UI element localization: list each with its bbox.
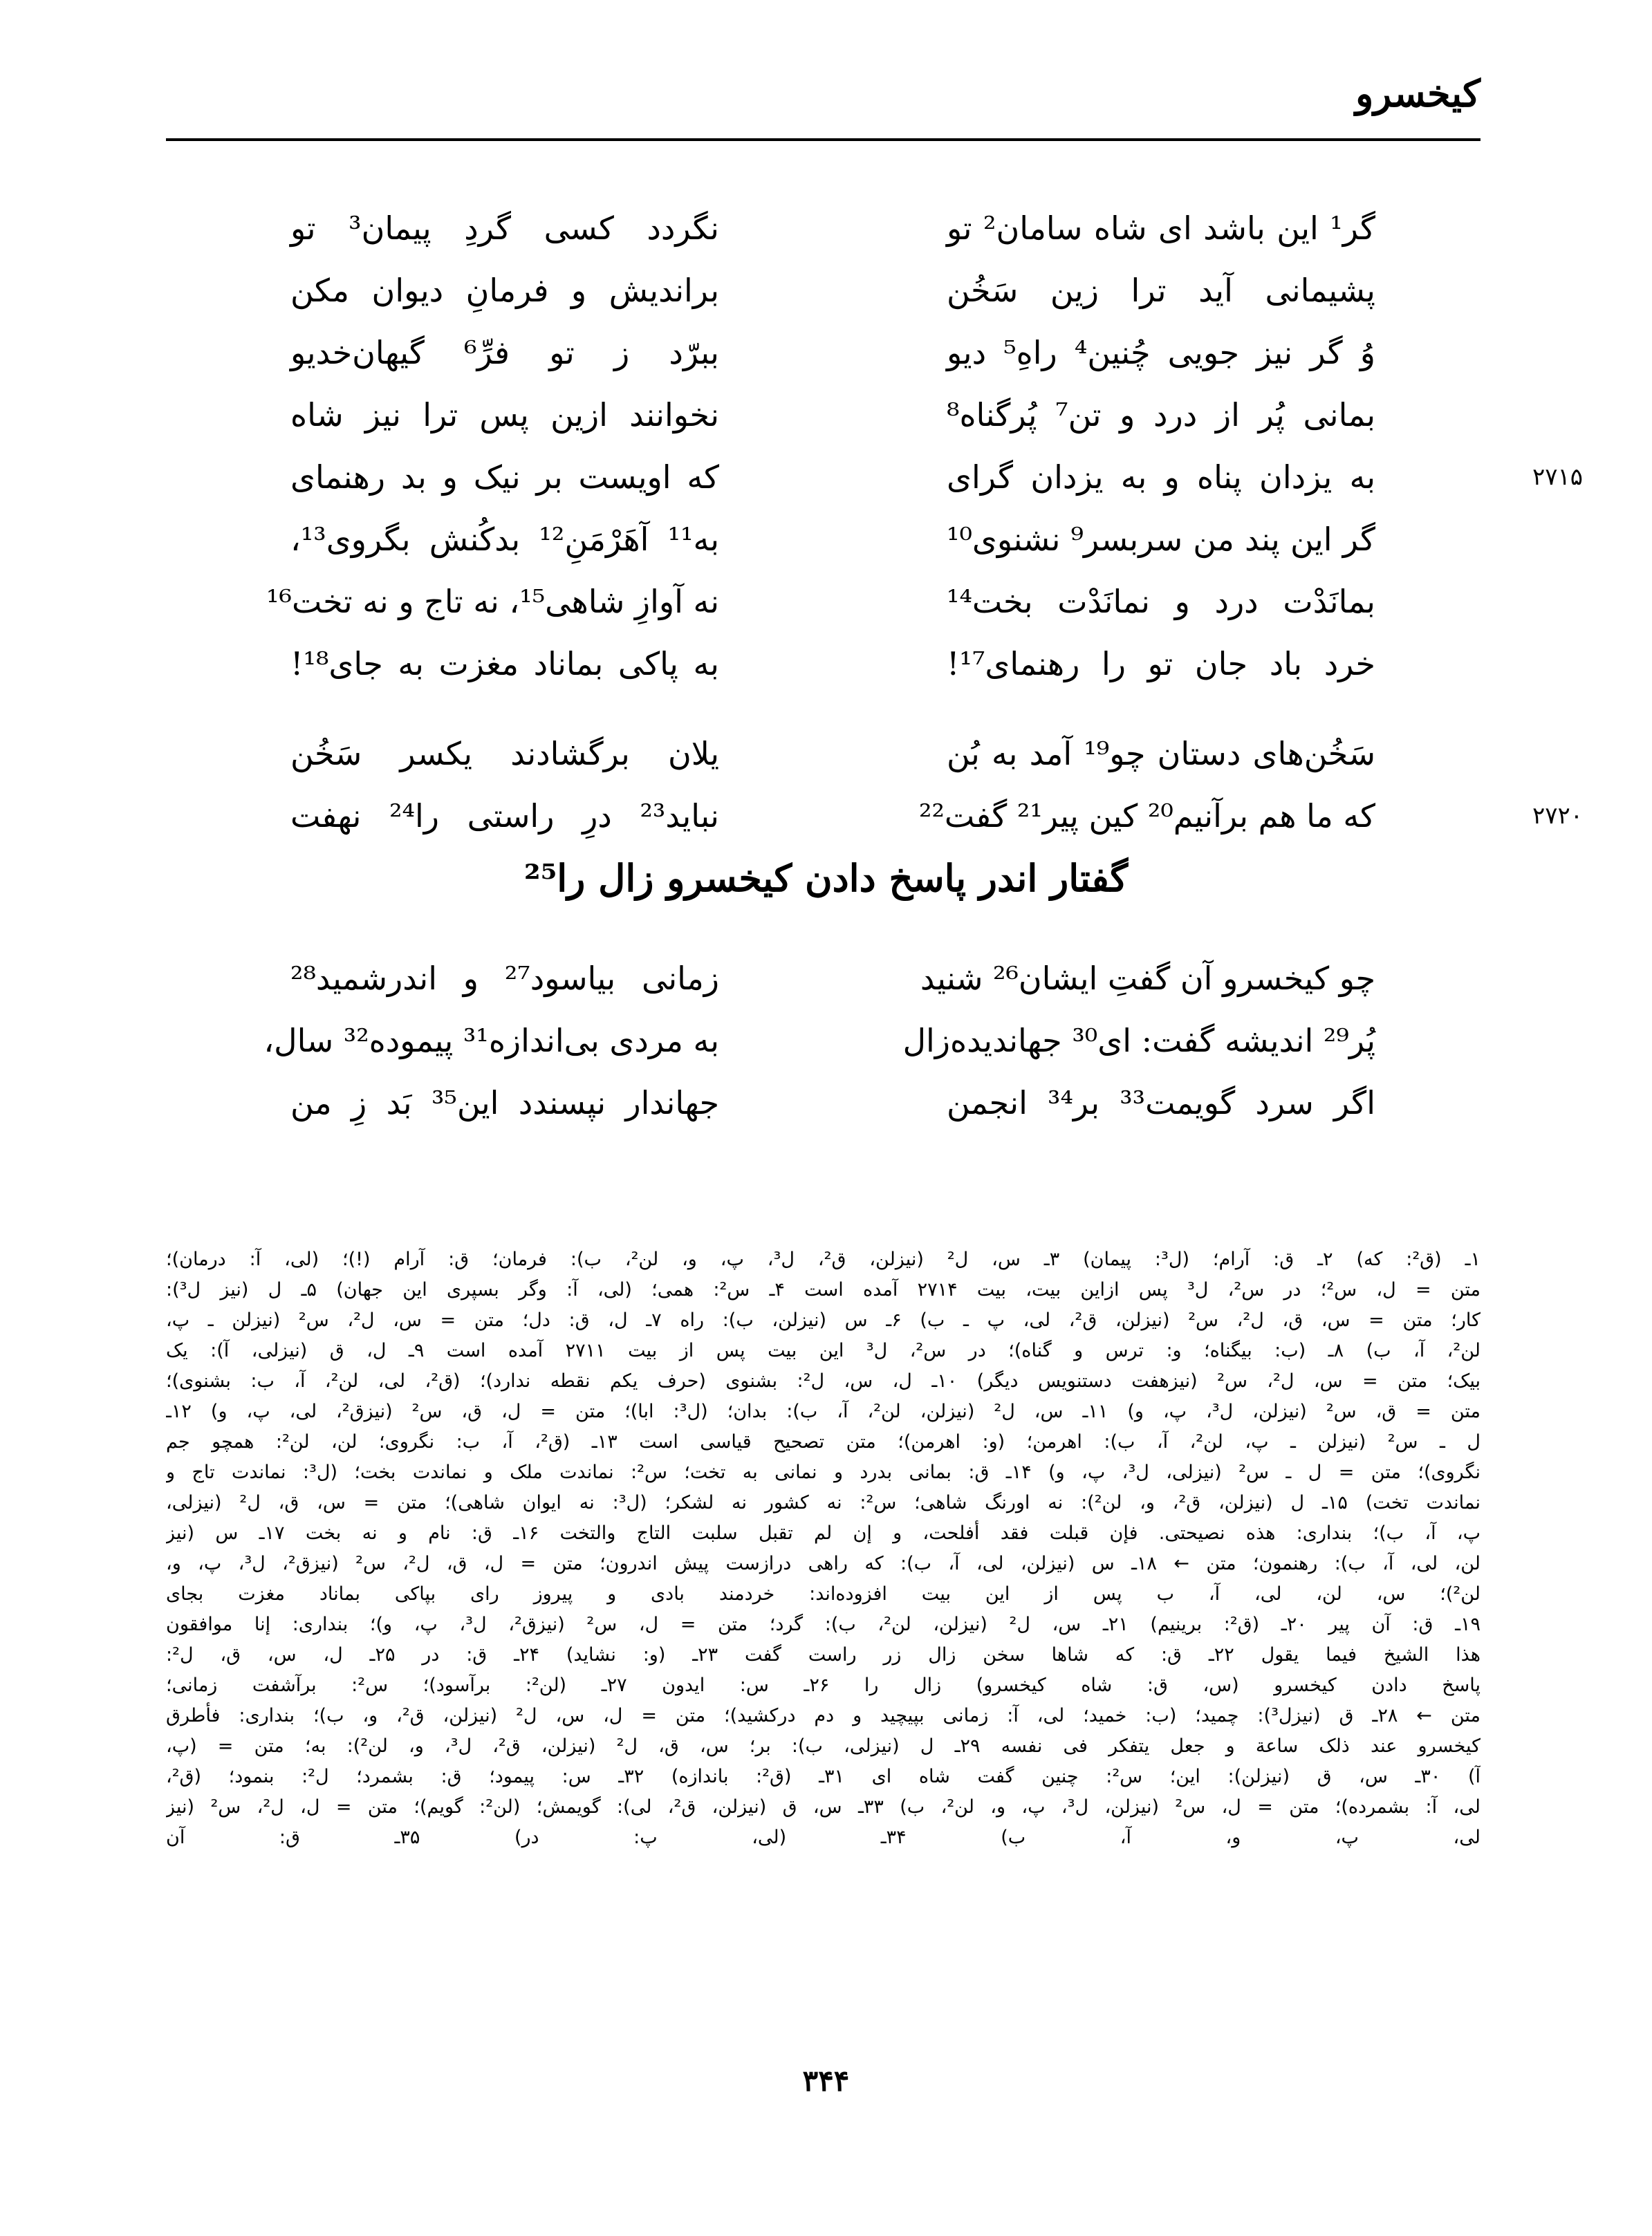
footnote-line: متن = ل، س²؛ در س²، ل³ پس ازاین بیت، بیت ۲۷۱۴ آمده است ۴ـ س²: همی؛ (لی، آ: وگر بسپری این جهان) ۵ـ ل (نیز ل³):	[166, 1279, 1481, 1301]
footnote-line: نگروی)؛ متن = ل ـ س² (نیزلی، ل³، پ، و) ۱۴ـ ق: بمانی بدرد و نمانی به تخت؛ س²: نماندت ملک و نماندت بخت؛ (ل³: نماندت تاج و	[166, 1462, 1481, 1483]
verse-number: ۲۷۲۰	[1532, 802, 1583, 830]
footnote-line: متن = ق، س² (نیزلن، ل³، پ، و) ۱۱ـ س، ل² (نیزلن، لن²، آ، ب): بدان؛ (ل³: ابا)؛ متن = ل، ق، س² (نیزق²، لی، پ، و) ۱۲ـ	[166, 1401, 1481, 1422]
footnote-line: بیک؛ متن = س، ل²، س² (نیزهفت دستنویس دیگر) ۱۰ـ ل، س، ل²: بشنوی (حرف یکم نقطه ندارد)؛ (ق²، لی، لن²، آ، ب: بشنوی)؛	[166, 1370, 1481, 1392]
running-head: کیخسرو	[1355, 71, 1481, 115]
footnote-line: متن ← ۲۸ـ ق (نیزل³): چمید؛ (ب: خمید؛ لی، آ: زمانی بپیچید و دم درکشید)؛ متن = ل، س، ل² (نیزلن، ق²، و، ب)؛ بنداری: فأطرق	[166, 1705, 1481, 1726]
hemistich-left: یلان برگشادند یکسر سَخُن	[290, 735, 719, 772]
footnote-line	[166, 1853, 1481, 1883]
footnote-line: پ، آ، ب)؛ بنداری: هذه نصیحتی. فإن قبلت فقد أفلحت، و إن لم تقبل سلبت التاج والتخت ۱۶ـ ق: نام و نه بخت ۱۷ـ س (نیز	[166, 1522, 1481, 1544]
hemistich-left: جهاندار نپسندد این³⁵ بَد زِ من	[290, 1084, 719, 1121]
hemistich-left: به¹¹ آهَرْمَنِ¹² بدکُنش بگروی¹³،	[290, 521, 719, 558]
couplet	[290, 947, 1424, 1009]
hemistich-left: نه آوازِ شاهی¹⁵، نه تاج و نه تخت¹⁶	[266, 583, 719, 620]
couplet	[290, 197, 1424, 259]
hemistich-right: که ما هم برآنیم²⁰ کین پیر²¹ گفت²²	[919, 797, 1375, 835]
couplet	[266, 570, 1424, 633]
couplet	[290, 723, 1424, 785]
footnote-line: پاسخ دادن کیخسرو (س، ق: شاه کیخسرو) زال را ۲۶ـ س: ایدون ۲۷ـ (لن²: برآسود)؛ س²: برآشفت زمانی؛	[166, 1675, 1481, 1696]
verse-block	[290, 723, 1583, 847]
hemistich-right: بمانی پُر از درد و تن⁷ پُرگناه⁸	[947, 396, 1376, 434]
footnote-line: لی، پ، و، آ، ب) ۳۴ـ (لی، پ: در) ۳۵ـ ق: آن	[166, 1827, 1481, 1848]
footnote-line: ل ـ س² (نیزلن ـ پ، لن²، آ، ب): اهرمن؛ (و: اهرمن)؛ متن تصحیح قیاسی است ۱۳ـ (ق²، آ، ب: نگروی؛ لن، لن²: همچو جم	[166, 1431, 1481, 1453]
hemistich-left: نخوانند ازین پس ترا نیز شاه	[290, 396, 719, 434]
hemistich-right: گر این پند من سربسر⁹ نشنوی¹⁰	[947, 521, 1375, 558]
hemistich-left: به مردی بی‌اندازه³¹ پیموده³² سال،	[263, 1022, 719, 1059]
couplet	[290, 446, 1583, 508]
footnote-line: ۱ـ (ق²: که) ۲ـ ق: آرام؛ (ل³: پیمان) ۳ـ س، ل² (نیزلن، ق²، ل³، پ، و، لن²، ب): فرمان؛ ق: آرام (!)؛ (لی، آ: درمان)؛	[166, 1249, 1481, 1270]
footnote-line: هذا الشیخ فیما یقول ۲۲ـ ق: که شاها سخن زال زر راست گفت ۲۳ـ (و: نشاید) ۲۴ـ ق: در ۲۵ـ ل، س، ق، ل²:	[166, 1644, 1481, 1666]
hemistich-right: گر¹ این باشد ای شاه سامان² تو	[947, 209, 1375, 247]
section-heading-text: گفتار اندر پاسخ دادن کیخسرو زال را²⁵	[523, 856, 1129, 900]
hemistich-right: پُر²⁹ اندیشه گفت: ای³⁰ جهاندیده‌زال	[902, 1022, 1375, 1059]
hemistich-right: به یزدان پناه و به یزدان گرای	[947, 458, 1375, 496]
page-number: ۳۴۴	[802, 2064, 850, 2098]
header-rule	[166, 138, 1481, 141]
hemistich-right: چو کیخسرو آن گفتِ ایشان²⁶ شنید	[920, 960, 1375, 997]
footnotes	[166, 1245, 1481, 1883]
couplet	[290, 785, 1583, 847]
hemistich-left: به پاکی بماناد مغزت به جای¹⁸!	[290, 645, 719, 682]
footnote-line: لن²، آ، ب) ۸ـ (ب: بیگناه؛ و: ترس و گناه)؛ در س²، ل³ این بیت پس از بیت ۲۷۱۱ آمده است ۹ـ ل، ق (نیزلی، آ): یک	[166, 1340, 1481, 1361]
verse-block	[266, 197, 1583, 695]
couplet	[290, 384, 1424, 446]
hemistich-left: نباید²³ درِ راستی را²⁴ نهفت	[290, 797, 719, 835]
footnote-line: کیخسرو عند ذلک ساعة و جعل یتفکر فی نفسه ۲۹ـ ل (نیزلی، ب): بر؛ س، ق، ل² (نیزلن، ق²، ل³، و، لن²): به؛ متن = (پ،	[166, 1735, 1481, 1757]
section-heading	[0, 856, 1652, 900]
footnote-line: نماندت تخت) ۱۵ـ ل (نیزلن، ق²، و، لن²): نه اورنگ شاهی؛ س²: نه کشور نه لشکر؛ (ل³: نه ایوان شاهی)؛ متن = س، ق، ل² (نیزلی،	[166, 1492, 1481, 1513]
couplet	[290, 1072, 1424, 1134]
hemistich-left: زمانی بیاسود²⁷ و اندرشمید²⁸	[290, 960, 719, 997]
hemistich-left: که اویست بر نیک و بد رهنمای	[290, 458, 719, 496]
hemistich-right: سَخُن‌های دستان چو¹⁹ آمد به بُن	[947, 735, 1375, 772]
footnote-line: لن، لی، آ، ب): رهنمون؛ متن ← ۱۸ـ س (نیزلن، لی، آ، ب): که راهی درازست پیش اندرون؛ متن = ل، ق، ل²، س² (نیزق²، ل³، پ، و،	[166, 1553, 1481, 1574]
footnote-line: لی، آ: بشمرده)؛ متن = ل، س² (نیزلن، ل³، پ، و، لن²، ب) ۳۳ـ س، ق (نیزلن، ق²، لی): گویمش؛ (لن²: گویم)؛ متن = ل، ل²، س² (نیز	[166, 1796, 1481, 1818]
footnote-line: لن²)؛ س، لن، لی، آ، ب پس از این بیت افزوده‌اند: خردمند بادی و پیروز رای بپاکی بماناد مغزت بجای	[166, 1583, 1481, 1605]
hemistich-right: پشیمانی آید ترا زین سَخُن	[947, 272, 1375, 309]
couplet	[290, 259, 1424, 322]
footnote-line: ۱۹ـ ق: آن پیر ۲۰ـ (ق²: برینیم) ۲۱ـ س، ل² (نیزلن، لن²، ب): گرد؛ متن = ل، س² (نیزق²، ل³، پ، و)؛ بنداری: إنا موافقون	[166, 1614, 1481, 1635]
verse-number: ۲۷۱۵	[1532, 463, 1583, 491]
couplet	[290, 508, 1424, 570]
couplet	[290, 322, 1424, 384]
footnote-line: آ) ۳۰ـ س، ق (نیزلن): این؛ س²: چنین گفت شاه ای ۳۱ـ (ق²: باندازه) ۳۲ـ س: پیمود؛ ق: بشمرد؛ ل²: بنمود؛ (ق²،	[166, 1766, 1481, 1787]
footnote-line: کار؛ متن = س، ق، ل²، س² (نیزلن، ق²، لی، پ ـ ب) ۶ـ س (نیزلن، ب): راه ۷ـ ل، ق: دل؛ متن = س، ل²، س² (نیزلن ـ پ،	[166, 1310, 1481, 1331]
couplet	[290, 633, 1424, 695]
hemistich-right: وُ گر نیز جویی چُنین⁴ راهِ⁵ دیو	[947, 334, 1375, 371]
hemistich-right: خرد باد جان تو را رهنمای¹⁷!	[947, 645, 1375, 682]
hemistich-left: براندیش و فرمانِ دیوان مکن	[290, 272, 719, 309]
hemistich-left: نگردد کسی گردِ پیمان³ تو	[290, 209, 719, 247]
verse-block	[263, 947, 1424, 1134]
couplet	[263, 1009, 1424, 1072]
hemistich-left: ببرّد ز تو فرِّ⁶ گیهان‌خدیو	[290, 334, 719, 371]
hemistich-right: بمانَدْت درد و نمانَدْت بخت¹⁴	[947, 583, 1375, 620]
hemistich-right: اگر سرد گویمت³³ بر³⁴ انجمن	[947, 1084, 1375, 1121]
